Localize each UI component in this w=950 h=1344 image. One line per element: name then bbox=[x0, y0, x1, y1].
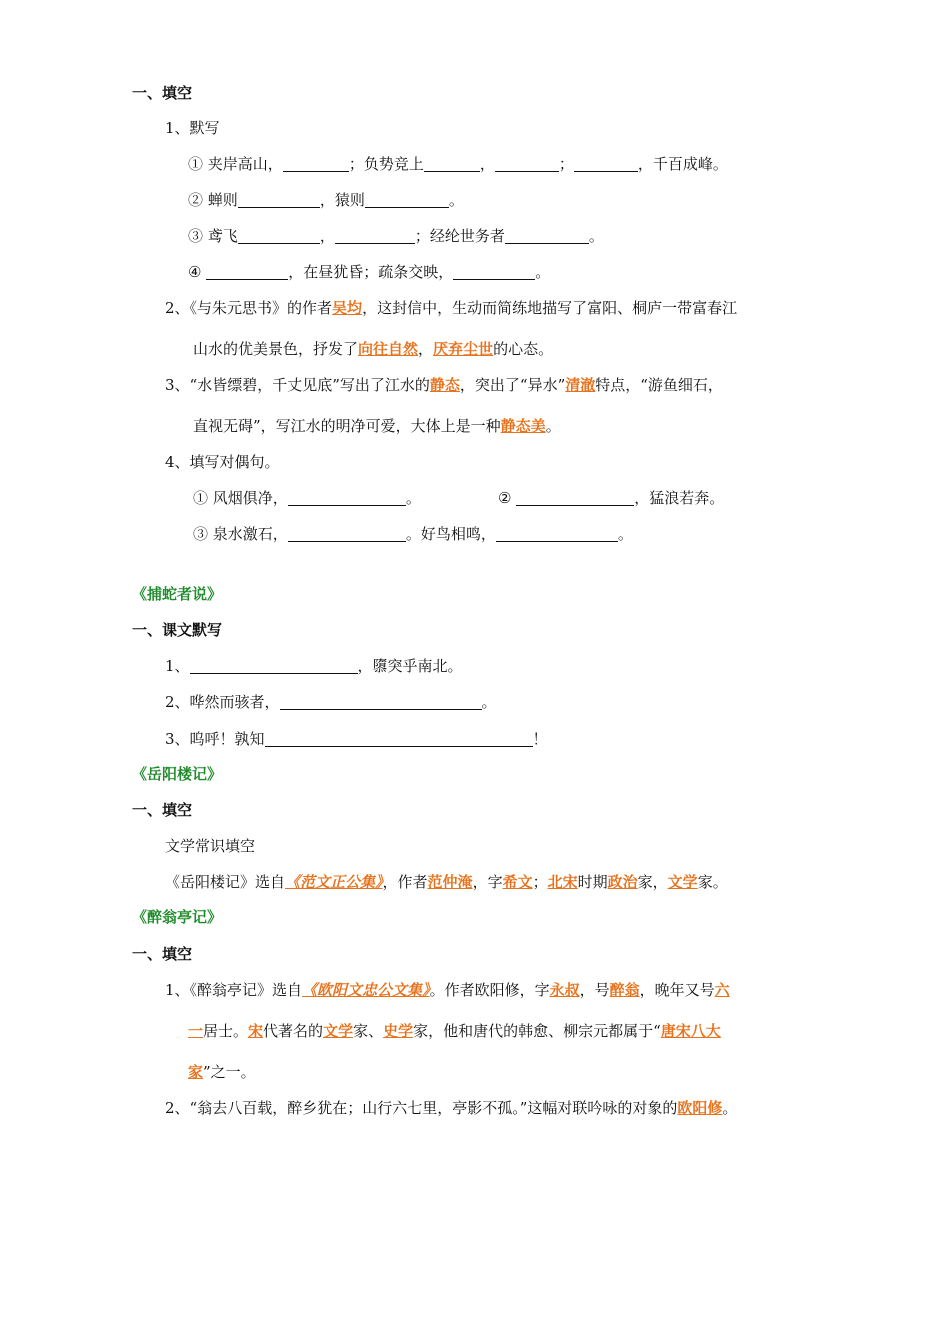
recitation-item-3 bbox=[165, 728, 548, 750]
question-3-line-1 bbox=[165, 374, 723, 396]
dictation-row-4 bbox=[188, 261, 550, 283]
text: 。好鸟相鸣， bbox=[405, 525, 496, 543]
answer: 醉翁 bbox=[609, 981, 640, 999]
text: 。作者欧阳修，字 bbox=[429, 981, 550, 999]
item-number: ② bbox=[188, 191, 204, 209]
answer: 希文 bbox=[502, 873, 533, 891]
blank[interactable] bbox=[505, 227, 589, 244]
recitation-item-2 bbox=[165, 691, 497, 713]
text: ，猿则 bbox=[319, 191, 365, 209]
blank[interactable] bbox=[495, 155, 559, 172]
text: 《岳阳楼记》选自 bbox=[165, 873, 286, 891]
lesson-title: 《捕蛇者说》 bbox=[132, 585, 223, 603]
answer: 政治 bbox=[607, 873, 638, 891]
lesson-title: 《岳阳楼记》 bbox=[132, 765, 223, 783]
blank[interactable] bbox=[283, 155, 349, 172]
blank[interactable] bbox=[288, 525, 406, 542]
text: 家、 bbox=[353, 1022, 384, 1040]
text: ；经纶世务者 bbox=[414, 227, 505, 245]
answer: 吴均 bbox=[332, 299, 363, 317]
section-heading: 一、填空 bbox=[132, 84, 193, 102]
text: 泉水激石， bbox=[212, 525, 288, 543]
text: 2、哗然而骇者， bbox=[165, 693, 280, 711]
blank[interactable] bbox=[335, 227, 415, 244]
answer: 厌弃尘世 bbox=[433, 340, 494, 358]
text: 。 bbox=[617, 525, 633, 543]
text: 3、“水皆缥碧，千丈见底”写出了江水的 bbox=[165, 376, 430, 394]
question-title: 1、默写 bbox=[165, 119, 220, 137]
dictation-row-3 bbox=[188, 225, 604, 247]
text: 的心态。 bbox=[493, 340, 554, 358]
answer: 静态美 bbox=[500, 417, 546, 435]
couplet-row-2 bbox=[193, 523, 633, 545]
text: 山水的优美景色，抒发了 bbox=[193, 340, 359, 358]
sub-heading: 文学常识填空 bbox=[165, 837, 256, 855]
text: ，在昼犹昏；疏条交映， bbox=[288, 263, 454, 281]
text: ，号 bbox=[579, 981, 610, 999]
answer: 一 bbox=[188, 1022, 204, 1040]
answer: 家 bbox=[188, 1063, 204, 1081]
item-number: ④ bbox=[188, 263, 202, 281]
couplet-row-1a bbox=[193, 487, 421, 509]
blank[interactable] bbox=[516, 489, 634, 506]
question-1-line-2 bbox=[188, 1020, 721, 1042]
text: ，晚年又号 bbox=[639, 981, 715, 999]
text: ！ bbox=[532, 730, 548, 748]
question-2-line-2 bbox=[193, 338, 553, 360]
blank[interactable] bbox=[424, 155, 480, 172]
item-number: ③ bbox=[193, 525, 209, 543]
text: ， bbox=[319, 227, 335, 245]
blank[interactable] bbox=[190, 657, 358, 674]
answer: 北宋 bbox=[547, 873, 578, 891]
text: 2、《与朱元思书》的作者 bbox=[165, 299, 333, 317]
item-number: 1、 bbox=[165, 657, 190, 675]
text: ，千百成峰。 bbox=[637, 155, 728, 173]
text: ，作者 bbox=[382, 873, 428, 891]
item-number: ③ bbox=[188, 227, 204, 245]
text: 时期 bbox=[577, 873, 608, 891]
blank[interactable] bbox=[574, 155, 638, 172]
question-1-line-3 bbox=[188, 1061, 256, 1083]
text: 。 bbox=[588, 227, 604, 245]
text: 鸢飞 bbox=[207, 227, 238, 245]
answer: 《范文正公集》 bbox=[285, 873, 383, 891]
text: ，字 bbox=[472, 873, 503, 891]
blank[interactable] bbox=[288, 489, 406, 506]
answer: 《欧阳文忠公文集》 bbox=[302, 981, 430, 999]
text: ，突出了“异水” bbox=[459, 376, 566, 394]
answer: 文学 bbox=[323, 1022, 354, 1040]
text: 。 bbox=[535, 263, 551, 281]
text: 2、“翁去八百载，醉乡犹在；山行六七里，亭影不孤。”这幅对联吟咏的对象的 bbox=[165, 1099, 678, 1117]
answer: 范仲淹 bbox=[427, 873, 473, 891]
question-2-line-1 bbox=[165, 297, 737, 319]
text: 居士。 bbox=[203, 1022, 249, 1040]
text: 风烟俱净， bbox=[212, 489, 288, 507]
answer: 史学 bbox=[383, 1022, 414, 1040]
text: ， bbox=[418, 340, 434, 358]
text: ，隳突乎南北。 bbox=[357, 657, 463, 675]
text: 。 bbox=[448, 191, 464, 209]
text: 直视无碍”，写江水的明净可爱，大体上是一种 bbox=[193, 417, 501, 435]
answer: 文学 bbox=[667, 873, 698, 891]
text: 代著名的 bbox=[263, 1022, 324, 1040]
recitation-item-1 bbox=[165, 655, 463, 677]
blank[interactable] bbox=[265, 730, 533, 747]
blank[interactable] bbox=[365, 191, 449, 208]
blank[interactable] bbox=[280, 693, 482, 710]
text: 1、《醉翁亭记》选自 bbox=[165, 981, 303, 999]
question-1-line-1 bbox=[165, 979, 730, 1001]
question-title: 4、填写对偶句。 bbox=[165, 453, 280, 471]
blank[interactable] bbox=[206, 263, 288, 280]
item-number: ① bbox=[193, 489, 209, 507]
text: 。 bbox=[481, 693, 497, 711]
text: ， bbox=[479, 155, 495, 173]
literary-facts-line bbox=[165, 871, 728, 893]
answer: 欧阳修 bbox=[677, 1099, 723, 1117]
text: ，这封信中，生动而简练地描写了富阳、桐庐一带富春江 bbox=[362, 299, 738, 317]
answer: 永叔 bbox=[549, 981, 580, 999]
text: 特点，“游鱼细石， bbox=[595, 376, 723, 394]
couplet-row-1b bbox=[498, 487, 724, 509]
text: ”之一。 bbox=[203, 1063, 256, 1081]
blank[interactable] bbox=[238, 227, 320, 244]
question-2-line bbox=[165, 1097, 737, 1119]
text: 3、呜呼！孰知 bbox=[165, 730, 265, 748]
question-3-line-2 bbox=[193, 415, 561, 437]
text: 。 bbox=[405, 489, 421, 507]
blank[interactable] bbox=[496, 525, 618, 542]
blank[interactable] bbox=[238, 191, 320, 208]
answer: 清澈 bbox=[565, 376, 596, 394]
lesson-title: 《醉翁亭记》 bbox=[132, 908, 223, 926]
section-heading: 一、填空 bbox=[132, 945, 193, 963]
blank[interactable] bbox=[453, 263, 535, 280]
text: 蝉则 bbox=[207, 191, 238, 209]
answer: 向往自然 bbox=[358, 340, 419, 358]
dictation-row-1 bbox=[188, 153, 728, 175]
text: ；负势竞上 bbox=[348, 155, 424, 173]
text: ，猛浪若奔。 bbox=[634, 489, 725, 507]
text: 家， bbox=[637, 873, 668, 891]
text: 家，他和唐代的韩愈、柳宗元都属于“ bbox=[413, 1022, 661, 1040]
section-heading: 一、课文默写 bbox=[132, 621, 223, 639]
answer: 唐宋八大 bbox=[660, 1022, 721, 1040]
answer: 六 bbox=[714, 981, 730, 999]
text: 。 bbox=[722, 1099, 738, 1117]
text: ； bbox=[558, 155, 574, 173]
dictation-row-2 bbox=[188, 189, 464, 211]
item-number: ① bbox=[188, 155, 204, 173]
text: ； bbox=[532, 873, 548, 891]
answer: 静态 bbox=[429, 376, 460, 394]
text: 家。 bbox=[697, 873, 728, 891]
text: 夹岸高山， bbox=[207, 155, 283, 173]
item-number: ② bbox=[498, 489, 512, 507]
section-heading: 一、填空 bbox=[132, 801, 193, 819]
answer: 宋 bbox=[248, 1022, 264, 1040]
text: 。 bbox=[545, 417, 561, 435]
